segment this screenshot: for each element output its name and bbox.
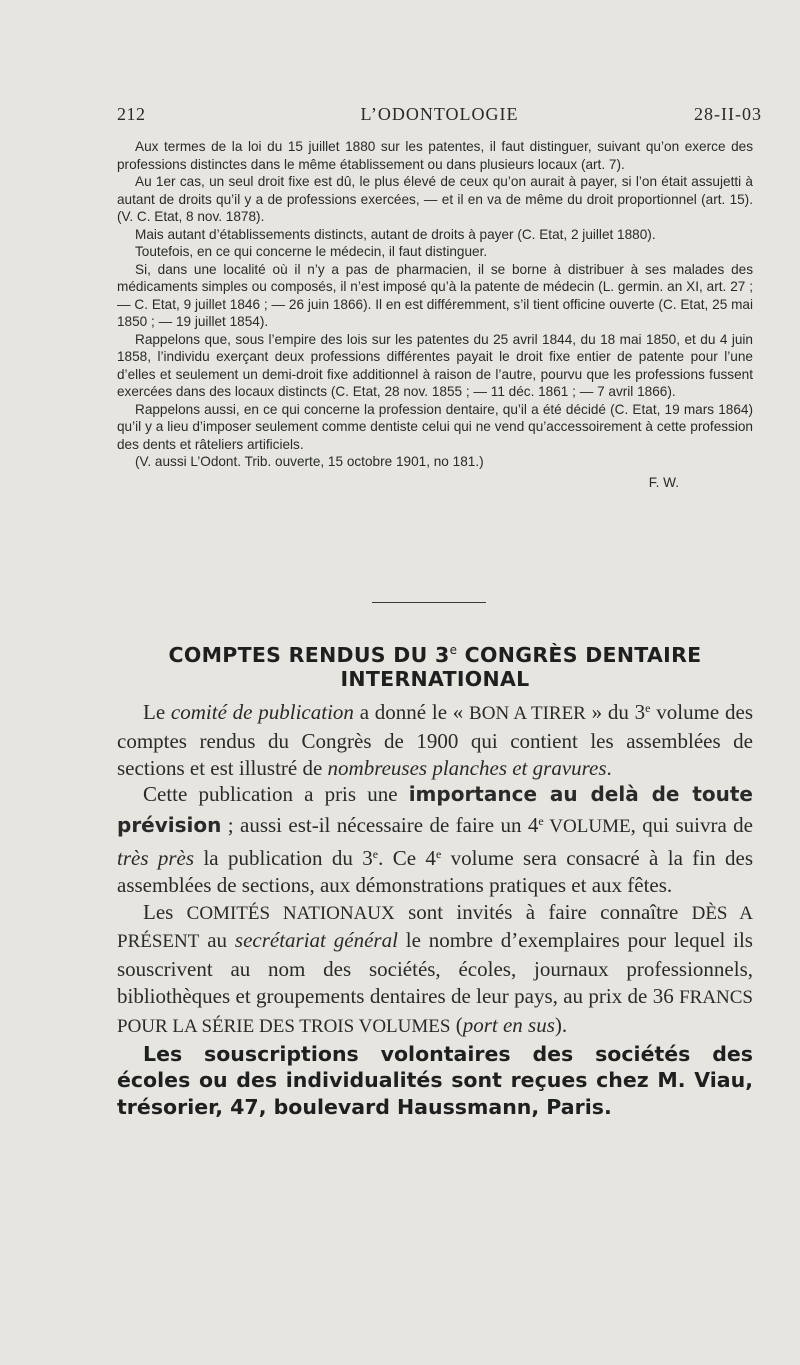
paragraph: Si, dans une localité où il n’y a pas de pharmacien, il se borne à distribuer à ses malades des médicaments simples ou composés, il n’est imposé qu’à la patente de médecin (L. germin. an XI, art. 27 ; — C. Etat, 9 juillet 1846 ; — 26 juin 1866). Il en est différemment, s’il tient officine ouverte (C. Etat, 25 mai 1850 ; — 19 juillet 1854). (117, 261, 753, 329)
article-body (117, 695, 753, 1121)
paragraph: Toutefois, en ce qui concerne le médecin, il faut distinguer. (135, 244, 488, 259)
section-divider (372, 602, 486, 603)
page-number: 212 (117, 104, 146, 124)
title-line-1 (117, 638, 753, 667)
paragraph: Mais autant d’établissements distincts, autant de droits à payer (C. Etat, 2 juillet 1880). (135, 226, 656, 242)
paragraph: Au 1er cas, un seul droit fixe est dû, le plus élevé de ceux qu’on aurait à payer, si l’on était assujetti à autant de droits qu’il y a de professions exercées, — et il en va de même du droit proportionnel (art. 15). (V. C. Etat, 8 nov. 1878). (117, 174, 753, 224)
issue-date: 28-II-03 (694, 104, 762, 124)
paragraph: Rappelons aussi, en ce qui concerne la profession dentaire, qu’il a été décidé (C. Etat, 19 mars 1864) qu’il y a lieu d’imposer seulement comme dentiste celui qui ne vend qu’accessoirement à cette profession des dents et râteliers artificiels. (117, 401, 753, 452)
journal-title: L’ODONTOLOGIE (360, 104, 519, 124)
paragraph-fourth-volume: Cette publication a pris une importance au delà de toute prévision ; aussi est-il nécessaire de faire un 4e VOLUME, qui suivra de très près la publication du 3e. Ce 4e volume sera consacré à la fin des assemblées de sections, aux démonstrations pratiques et aux fêtes. (117, 782, 754, 897)
legal-notes (117, 138, 753, 491)
section-title (117, 638, 753, 691)
running-header (117, 104, 762, 130)
paragraph: (V. aussi L’Odont. Trib. ouverte, 15 octobre 1901, no 181.) (135, 454, 484, 469)
paragraph: Rappelons que, sous l’empire des lois sur les patentes du 25 avril 1844, du 18 mai 1850, et du 4 juin 1858, l’individu exerçant deux professions différentes payait le droit fixe entier de patente pour l’une d’elles et seulement un demi-droit fixe additionnel à raison de l’autre, pourvu que les professions fussent exercées dans des locaux distincts (C. Etat, 28 nov. 1855 ; — 11 déc. 1861 ; — 7 avril 1866). (117, 331, 753, 399)
paragraph: Aux termes de la loi du 15 juillet 1880 sur les patentes, il faut distinguer, suivant qu’on exerce des professions distinctes dans le même établissement ou dans plusieurs locaux (art. 7). (117, 139, 753, 172)
title-text: COMPTES RENDUS DU 3 (168, 643, 450, 667)
title-text: CONGRÈS DENTAIRE (457, 643, 702, 667)
title-line-2: INTERNATIONAL (340, 667, 530, 691)
paragraph-subscriptions: Les souscriptions volontaires des sociétés des écoles ou des individualités sont reçues chez M. Viau, trésorier, 47, boulevard Haussmann, Paris. (117, 1041, 753, 1120)
signature: F. W. (648, 474, 679, 490)
paragraph-national-committees: Les COMITÉS NATIONAUX sont invités à faire connaître DÈS A PRÉSENT au secrétariat général le nombre d’exemplaires pour lequel ils souscrivent au nom des sociétés, écoles, journaux professionnels, bibliothèques et groupements dentaires de leur pays, au prix de 36 FRANCS POUR LA SÉRIE DES TROIS VOLUMES (port en sus). (117, 899, 753, 1037)
paragraph-publication: Le comité de publication a donné le « BON A TIRER » du 3e volume des comptes rendus du Congrès de 1900 qui contient les assemblées de sections et est illustré de nombreuses planches et gravures. (117, 700, 753, 780)
title-superscript: e (449, 643, 458, 657)
